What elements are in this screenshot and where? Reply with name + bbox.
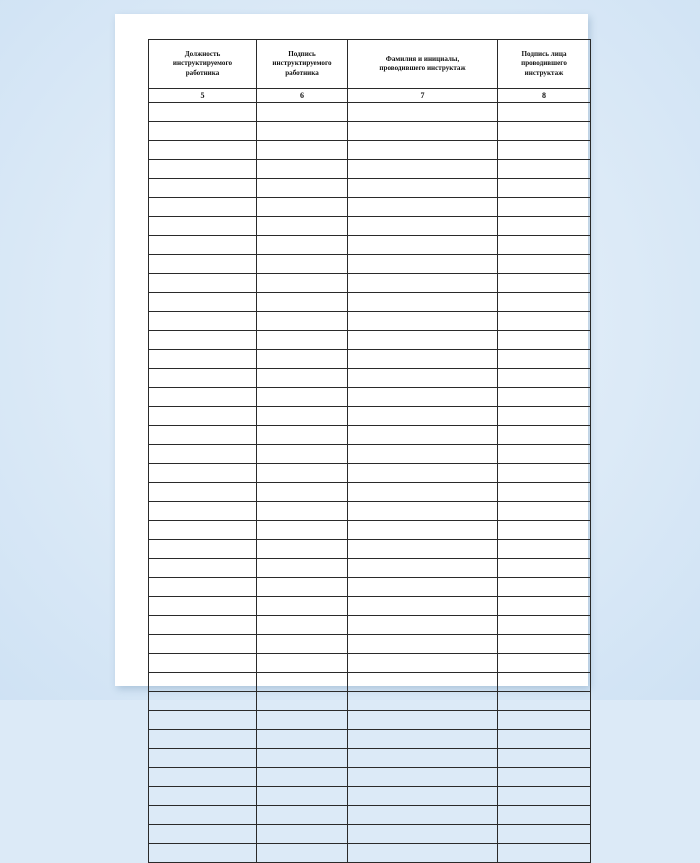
table-cell-signature_worker	[257, 369, 348, 388]
table-cell-instructor_name	[348, 749, 498, 768]
table-cell-signature_worker	[257, 502, 348, 521]
column-number-row	[149, 89, 591, 103]
table-cell-position	[149, 198, 257, 217]
table-cell-position	[149, 407, 257, 426]
table-cell-instructor_name	[348, 844, 498, 863]
table-row	[149, 749, 591, 768]
table-cell-signature_instructor	[498, 616, 591, 635]
table-cell-signature_instructor	[498, 217, 591, 236]
table-cell-instructor_name	[348, 730, 498, 749]
column-number-7: 7	[348, 89, 498, 103]
table-cell-instructor_name	[348, 198, 498, 217]
table-cell-position	[149, 502, 257, 521]
table-row	[149, 464, 591, 483]
table-cell-signature_worker	[257, 274, 348, 293]
table-cell-signature_instructor	[498, 407, 591, 426]
table-cell-signature_instructor	[498, 768, 591, 787]
table-cell-signature_worker	[257, 160, 348, 179]
table-cell-signature_worker	[257, 331, 348, 350]
table-cell-instructor_name	[348, 407, 498, 426]
table-row	[149, 369, 591, 388]
table-cell-position	[149, 730, 257, 749]
table-cell-instructor_name	[348, 122, 498, 141]
table-cell-signature_worker	[257, 426, 348, 445]
table-row	[149, 388, 591, 407]
table-cell-position	[149, 350, 257, 369]
table-cell-instructor_name	[348, 331, 498, 350]
table-cell-position	[149, 597, 257, 616]
table-cell-signature_instructor	[498, 293, 591, 312]
table-cell-position	[149, 312, 257, 331]
table-cell-position	[149, 521, 257, 540]
table-cell-signature_instructor	[498, 255, 591, 274]
table-row	[149, 331, 591, 350]
table-cell-instructor_name	[348, 711, 498, 730]
table-row	[149, 806, 591, 825]
column-number-6: 6	[257, 89, 348, 103]
table-row	[149, 844, 591, 863]
table-row	[149, 217, 591, 236]
header-line: работника	[185, 68, 220, 77]
table-row	[149, 559, 591, 578]
table-cell-signature_worker	[257, 198, 348, 217]
table-cell-position	[149, 103, 257, 122]
table-cell-signature_worker	[257, 597, 348, 616]
table-cell-signature_instructor	[498, 787, 591, 806]
table-cell-instructor_name	[348, 312, 498, 331]
header-line: инструктаж	[524, 68, 564, 77]
table-cell-position	[149, 787, 257, 806]
table-cell-instructor_name	[348, 673, 498, 692]
column-header-position	[149, 40, 257, 89]
table-cell-signature_instructor	[498, 730, 591, 749]
table-cell-signature_instructor	[498, 540, 591, 559]
table-cell-instructor_name	[348, 217, 498, 236]
table-row	[149, 768, 591, 787]
table-cell-signature_instructor	[498, 559, 591, 578]
table-row	[149, 407, 591, 426]
table-row	[149, 312, 591, 331]
table-cell-position	[149, 274, 257, 293]
table-cell-instructor_name	[348, 236, 498, 255]
table-cell-signature_worker	[257, 179, 348, 198]
table-cell-position	[149, 559, 257, 578]
table-cell-signature_worker	[257, 616, 348, 635]
table-cell-instructor_name	[348, 179, 498, 198]
table-cell-instructor_name	[348, 654, 498, 673]
briefing-log-table	[148, 39, 591, 863]
table-row	[149, 787, 591, 806]
table-row	[149, 198, 591, 217]
table-cell-instructor_name	[348, 445, 498, 464]
table-cell-position	[149, 236, 257, 255]
table-cell-signature_instructor	[498, 426, 591, 445]
table-cell-position	[149, 141, 257, 160]
table-cell-instructor_name	[348, 616, 498, 635]
table-cell-signature_worker	[257, 217, 348, 236]
table-cell-instructor_name	[348, 369, 498, 388]
table-row	[149, 160, 591, 179]
table-cell-instructor_name	[348, 825, 498, 844]
table-row	[149, 426, 591, 445]
table-cell-instructor_name	[348, 502, 498, 521]
table-cell-signature_instructor	[498, 312, 591, 331]
table-cell-signature_worker	[257, 141, 348, 160]
table-cell-signature_instructor	[498, 236, 591, 255]
table-cell-signature_instructor	[498, 806, 591, 825]
table-row	[149, 141, 591, 160]
table-cell-position	[149, 445, 257, 464]
table-cell-signature_worker	[257, 806, 348, 825]
table-cell-signature_worker	[257, 236, 348, 255]
table-cell-position	[149, 369, 257, 388]
table-row	[149, 502, 591, 521]
table-cell-signature_worker	[257, 635, 348, 654]
header-line: работника	[285, 68, 319, 77]
table-cell-signature_worker	[257, 388, 348, 407]
table-cell-position	[149, 464, 257, 483]
table-cell-position	[149, 255, 257, 274]
header-line: проводившего инструктаж	[379, 64, 466, 72]
header-line: Подпись	[288, 50, 316, 59]
table-cell-position	[149, 673, 257, 692]
table-cell-signature_worker	[257, 483, 348, 502]
table-cell-signature_instructor	[498, 673, 591, 692]
table-cell-position	[149, 293, 257, 312]
table-cell-signature_instructor	[498, 654, 591, 673]
table-cell-instructor_name	[348, 141, 498, 160]
table-cell-signature_worker	[257, 825, 348, 844]
table-head	[149, 40, 591, 103]
table-cell-instructor_name	[348, 426, 498, 445]
table-row	[149, 179, 591, 198]
table-cell-signature_instructor	[498, 692, 591, 711]
table-cell-instructor_name	[348, 388, 498, 407]
table-cell-position	[149, 635, 257, 654]
table-cell-position	[149, 806, 257, 825]
table-cell-instructor_name	[348, 578, 498, 597]
table-cell-instructor_name	[348, 255, 498, 274]
table-row	[149, 673, 591, 692]
table-cell-instructor_name	[348, 806, 498, 825]
table-cell-position	[149, 217, 257, 236]
table-row	[149, 711, 591, 730]
table-cell-signature_worker	[257, 407, 348, 426]
table-cell-signature_instructor	[498, 521, 591, 540]
table-cell-signature_instructor	[498, 103, 591, 122]
table-cell-instructor_name	[348, 274, 498, 293]
table-header-row	[149, 40, 591, 89]
table-cell-signature_worker	[257, 768, 348, 787]
table-cell-instructor_name	[348, 103, 498, 122]
table-cell-signature_instructor	[498, 141, 591, 160]
table-cell-signature_worker	[257, 749, 348, 768]
table-row	[149, 122, 591, 141]
table-cell-instructor_name	[348, 692, 498, 711]
table-cell-instructor_name	[348, 350, 498, 369]
table-cell-position	[149, 122, 257, 141]
table-cell-signature_instructor	[498, 388, 591, 407]
table-row	[149, 274, 591, 293]
table-cell-signature_instructor	[498, 483, 591, 502]
table-cell-instructor_name	[348, 483, 498, 502]
table-cell-signature_worker	[257, 692, 348, 711]
table-row	[149, 255, 591, 274]
table-cell-signature_instructor	[498, 711, 591, 730]
table-cell-signature_instructor	[498, 445, 591, 464]
table-body	[149, 103, 591, 863]
table-row	[149, 825, 591, 844]
table-row	[149, 692, 591, 711]
document-page	[115, 14, 588, 686]
table-row	[149, 730, 591, 749]
table-cell-position	[149, 616, 257, 635]
table-cell-instructor_name	[348, 768, 498, 787]
table-cell-signature_worker	[257, 122, 348, 141]
table-row	[149, 616, 591, 635]
table-cell-signature_instructor	[498, 122, 591, 141]
table-cell-signature_worker	[257, 350, 348, 369]
table-cell-signature_worker	[257, 464, 348, 483]
table-cell-signature_worker	[257, 559, 348, 578]
table-cell-position	[149, 160, 257, 179]
table-cell-signature_worker	[257, 673, 348, 692]
table-cell-instructor_name	[348, 787, 498, 806]
header-line: Должность	[184, 50, 221, 59]
table-cell-signature_worker	[257, 293, 348, 312]
table-cell-signature_worker	[257, 654, 348, 673]
table-cell-position	[149, 768, 257, 787]
table-cell-instructor_name	[348, 635, 498, 654]
table-row	[149, 540, 591, 559]
table-cell-instructor_name	[348, 464, 498, 483]
column-number-8: 8	[498, 89, 591, 103]
table-cell-signature_instructor	[498, 464, 591, 483]
table-cell-signature_instructor	[498, 369, 591, 388]
column-number-5: 5	[149, 89, 257, 103]
table-cell-signature_instructor	[498, 160, 591, 179]
column-header-signature-instructor	[498, 40, 591, 89]
table-row	[149, 445, 591, 464]
table-cell-signature_worker	[257, 312, 348, 331]
table-cell-position	[149, 749, 257, 768]
table-cell-signature_worker	[257, 578, 348, 597]
table-cell-position	[149, 654, 257, 673]
table-cell-signature_worker	[257, 540, 348, 559]
table-row	[149, 103, 591, 122]
header-line: проводившего	[521, 59, 567, 68]
table-cell-instructor_name	[348, 160, 498, 179]
table-cell-signature_worker	[257, 711, 348, 730]
table-cell-position	[149, 483, 257, 502]
table-cell-signature_worker	[257, 103, 348, 122]
table-cell-signature_instructor	[498, 198, 591, 217]
table-cell-instructor_name	[348, 597, 498, 616]
table-cell-signature_instructor	[498, 274, 591, 293]
table-cell-instructor_name	[348, 559, 498, 578]
table-cell-instructor_name	[348, 521, 498, 540]
column-header-signature-worker	[257, 40, 348, 89]
header-line: Подпись лица	[521, 50, 567, 59]
header-line: Фамилия и инициалы,	[385, 54, 460, 63]
table-cell-instructor_name	[348, 540, 498, 559]
table-container	[148, 39, 567, 863]
table-row	[149, 654, 591, 673]
table-cell-signature_instructor	[498, 844, 591, 863]
table-cell-position	[149, 844, 257, 863]
table-row	[149, 578, 591, 597]
table-cell-signature_worker	[257, 787, 348, 806]
table-cell-signature_instructor	[498, 635, 591, 654]
table-cell-position	[149, 179, 257, 198]
table-cell-signature_worker	[257, 844, 348, 863]
table-cell-signature_instructor	[498, 597, 591, 616]
table-cell-position	[149, 711, 257, 730]
table-row	[149, 521, 591, 540]
table-cell-position	[149, 426, 257, 445]
table-cell-signature_instructor	[498, 350, 591, 369]
table-cell-position	[149, 825, 257, 844]
table-cell-position	[149, 578, 257, 597]
table-cell-signature_instructor	[498, 331, 591, 350]
table-cell-signature_instructor	[498, 825, 591, 844]
table-cell-position	[149, 331, 257, 350]
table-row	[149, 635, 591, 654]
table-row	[149, 597, 591, 616]
header-line: инструктируемого	[272, 59, 332, 68]
table-cell-signature_worker	[257, 445, 348, 464]
table-row	[149, 293, 591, 312]
table-row	[149, 350, 591, 369]
column-header-instructor-name	[348, 40, 498, 89]
table-cell-signature_instructor	[498, 749, 591, 768]
table-cell-signature_worker	[257, 521, 348, 540]
table-row	[149, 483, 591, 502]
table-cell-signature_worker	[257, 730, 348, 749]
table-cell-signature_worker	[257, 255, 348, 274]
table-row	[149, 236, 591, 255]
table-cell-instructor_name	[348, 293, 498, 312]
table-cell-position	[149, 388, 257, 407]
table-cell-position	[149, 540, 257, 559]
table-cell-signature_instructor	[498, 578, 591, 597]
table-cell-position	[149, 692, 257, 711]
header-line: инструктируемого	[172, 59, 233, 68]
table-cell-signature_instructor	[498, 502, 591, 521]
table-cell-signature_instructor	[498, 179, 591, 198]
